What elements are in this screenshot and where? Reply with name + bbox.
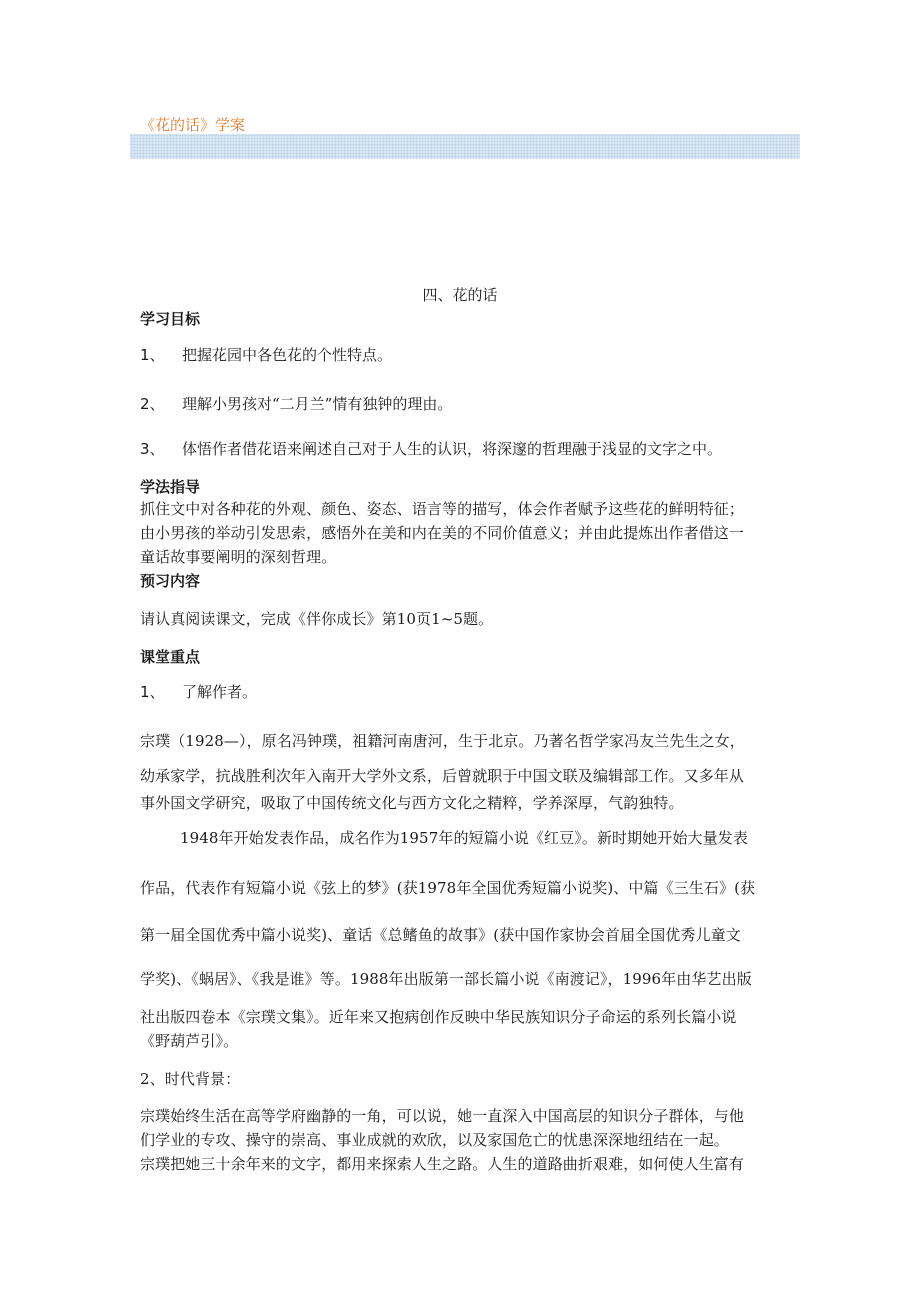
header-band [130, 134, 800, 159]
focus-number: 1、 [140, 683, 165, 701]
preview-heading: 预习内容 [140, 572, 201, 590]
works-line: 学奖)、《蜗居》、《我是谁》等。1988年出版第一部长篇小说《南渡记》，1996年由华艺出版 [140, 970, 752, 988]
objectives-heading: 学习目标 [140, 310, 201, 328]
objective-number: 2、 [140, 395, 165, 413]
background-line: 宗璞把她三十余年来的文字，都用来探索人生之路。人生的道路曲折艰难，如何使人生富有 [140, 1155, 745, 1173]
bio-line: 幼承家学，抗战胜利次年入南开大学外文系，后曾就职于中国文联及编辑部工作。又多年从 [140, 767, 745, 785]
works-line: 作品，代表作有短篇小说《弦上的梦》(获1978年全国优秀短篇小说奖)、中篇《三生石》(获 [140, 879, 756, 897]
method-line: 童话故事要阐明的深刻哲理。 [140, 548, 337, 566]
bio-line: 事外国文学研究，吸取了中国传统文化与西方文化之精粹，学养深厚，气韵独特。 [140, 794, 684, 812]
works-line: 第一届全国优秀中篇小说奖)、童话《总鳍鱼的故事》(获中国作家协会首届全国优秀儿童文 [140, 926, 741, 944]
method-line: 由小男孩的举动引发思索，感悟外在美和内在美的不同价值意义；并由此提炼出作者借这一 [140, 524, 745, 542]
bio-line: 宗璞（1928—），原名冯钟璞，祖籍河南唐河，生于北京。乃著名哲学家冯友兰先生之女， [140, 732, 745, 750]
objective-text: 把握花园中各色花的个性特点。 [182, 346, 393, 364]
objective-text: 体悟作者借花语来阐述自己对于人生的认识，将深邃的哲理融于浅显的文字之中。 [182, 440, 723, 458]
background-line: 宗璞始终生活在高等学府幽静的一角，可以说，她一直深入中国高层的知识分子群体，与他 [140, 1107, 745, 1125]
works-line: 社出版四卷本《宗璞文集》。近年来又抱病创作反映中华民族知识分子命运的系列长篇小说 [140, 1008, 737, 1026]
preview-text: 请认真阅读课文，完成《伴你成长》第10页1~5题。 [140, 610, 494, 628]
lesson-title: 四、花的话 [422, 286, 498, 304]
objective-text: 理解小男孩对“二月兰”情有独钟的理由。 [182, 395, 453, 413]
objective-number: 3、 [140, 440, 165, 458]
method-heading: 学法指导 [140, 478, 201, 496]
works-line: 《野葫芦引》。 [140, 1032, 239, 1050]
background-line: 们学业的专攻、操守的崇高、事业成就的欢欣，以及家国危亡的忧患深深地纽结在一起。 [140, 1131, 729, 1149]
background-heading: 2、时代背景： [140, 1070, 241, 1088]
objective-number: 1、 [140, 346, 165, 364]
focus-text: 了解作者。 [182, 683, 258, 701]
method-line: 抓住文中对各种花的外观、颜色、姿态、语言等的描写，体会作者赋予这些花的鲜明特征； [140, 500, 745, 518]
works-line: 1948年开始发表作品，成名作为1957年的短篇小说《红豆》。新时期她开始大量发表 [180, 829, 748, 847]
document-title: 《花的话》学案 [140, 116, 246, 134]
focus-heading: 课堂重点 [140, 648, 201, 666]
